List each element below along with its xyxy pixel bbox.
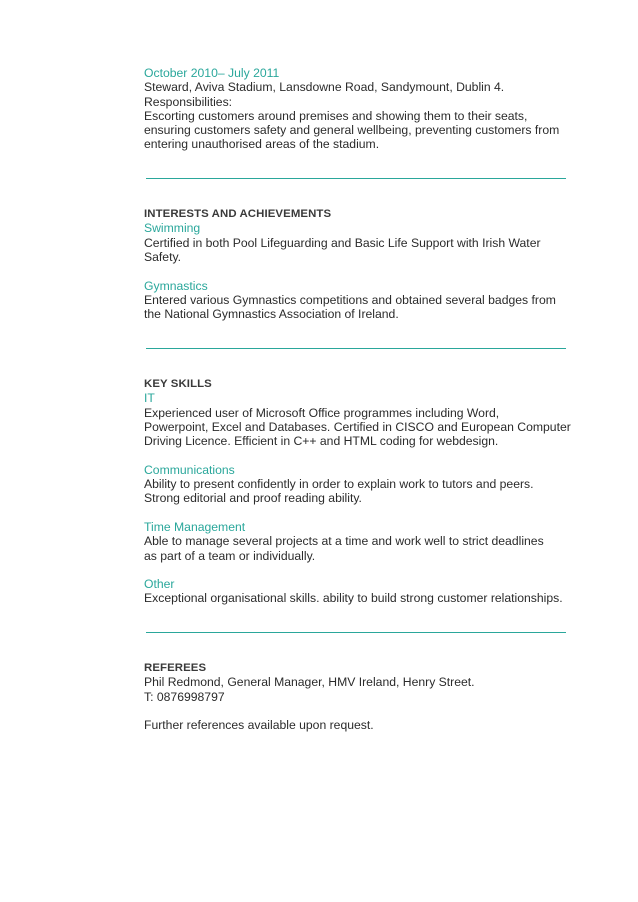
- referee-name: Phil Redmond, General Manager, HMV Ireland, Henry Street.: [144, 675, 475, 690]
- skill-line: as part of a team or individually.: [144, 548, 316, 563]
- interest-line: Safety.: [144, 250, 182, 265]
- interest-line: Entered various Gymnastics competitions and obtained several badges from: [144, 292, 556, 307]
- section-heading-interests: INTERESTS AND ACHIEVEMENTS: [144, 208, 332, 221]
- skill-line: Driving Licence. Efficient in C++ and HTML coding for webdesign.: [144, 434, 499, 449]
- references-note: Further references available upon request.: [144, 718, 374, 733]
- employment-desc-line: entering unauthorised areas of the stadium.: [144, 137, 380, 152]
- interest-title: Swimming: [144, 221, 201, 236]
- employment-dates: October 2010– July 2011: [144, 66, 280, 80]
- skill-title: Communications: [144, 462, 235, 477]
- employment-desc-line: Escorting customers around premises and showing them to their seats,: [144, 108, 528, 123]
- skill-line: Exceptional organisational skills. ability to build strong customer relationships.: [144, 591, 563, 606]
- section-heading-skills: KEY SKILLS: [144, 377, 212, 390]
- interests-section: [144, 207, 574, 321]
- employment-entry: [144, 66, 574, 152]
- interest-line: the National Gymnastics Association of Ireland.: [144, 307, 399, 322]
- referee-phone: T: 0876998797: [144, 689, 225, 704]
- interest-title: Gymnastics: [144, 278, 208, 293]
- skill-line: Powerpoint, Excel and Databases. Certified in CISCO and European Computer: [144, 419, 571, 434]
- skill-title: Other: [144, 577, 175, 592]
- referees-section: [144, 661, 574, 732]
- employment-title: Steward, Aviva Stadium, Lansdowne Road, Sandymount, Dublin 4.: [144, 80, 505, 95]
- responsibilities-label: Responsibilities:: [144, 94, 233, 109]
- interest-line: Certified in both Pool Lifeguarding and Basic Life Support with Irish Water: [144, 235, 541, 250]
- resume-content: [144, 66, 574, 733]
- skills-section: [144, 377, 574, 606]
- skill-line: Ability to present confidently in order to explain work to tutors and peers.: [144, 477, 534, 492]
- skill-title: Time Management: [144, 519, 246, 534]
- skill-line: Strong editorial and proof reading ability.: [144, 491, 362, 506]
- skill-line: Able to manage several projects at a time and work well to strict deadlines: [144, 534, 544, 549]
- section-heading-referees: REFEREES: [144, 662, 207, 675]
- skill-title: IT: [144, 391, 155, 406]
- skill-line: Experienced user of Microsoft Office programmes including Word,: [144, 405, 500, 420]
- employment-desc-line: ensuring customers safety and general wellbeing, preventing customers from: [144, 123, 560, 138]
